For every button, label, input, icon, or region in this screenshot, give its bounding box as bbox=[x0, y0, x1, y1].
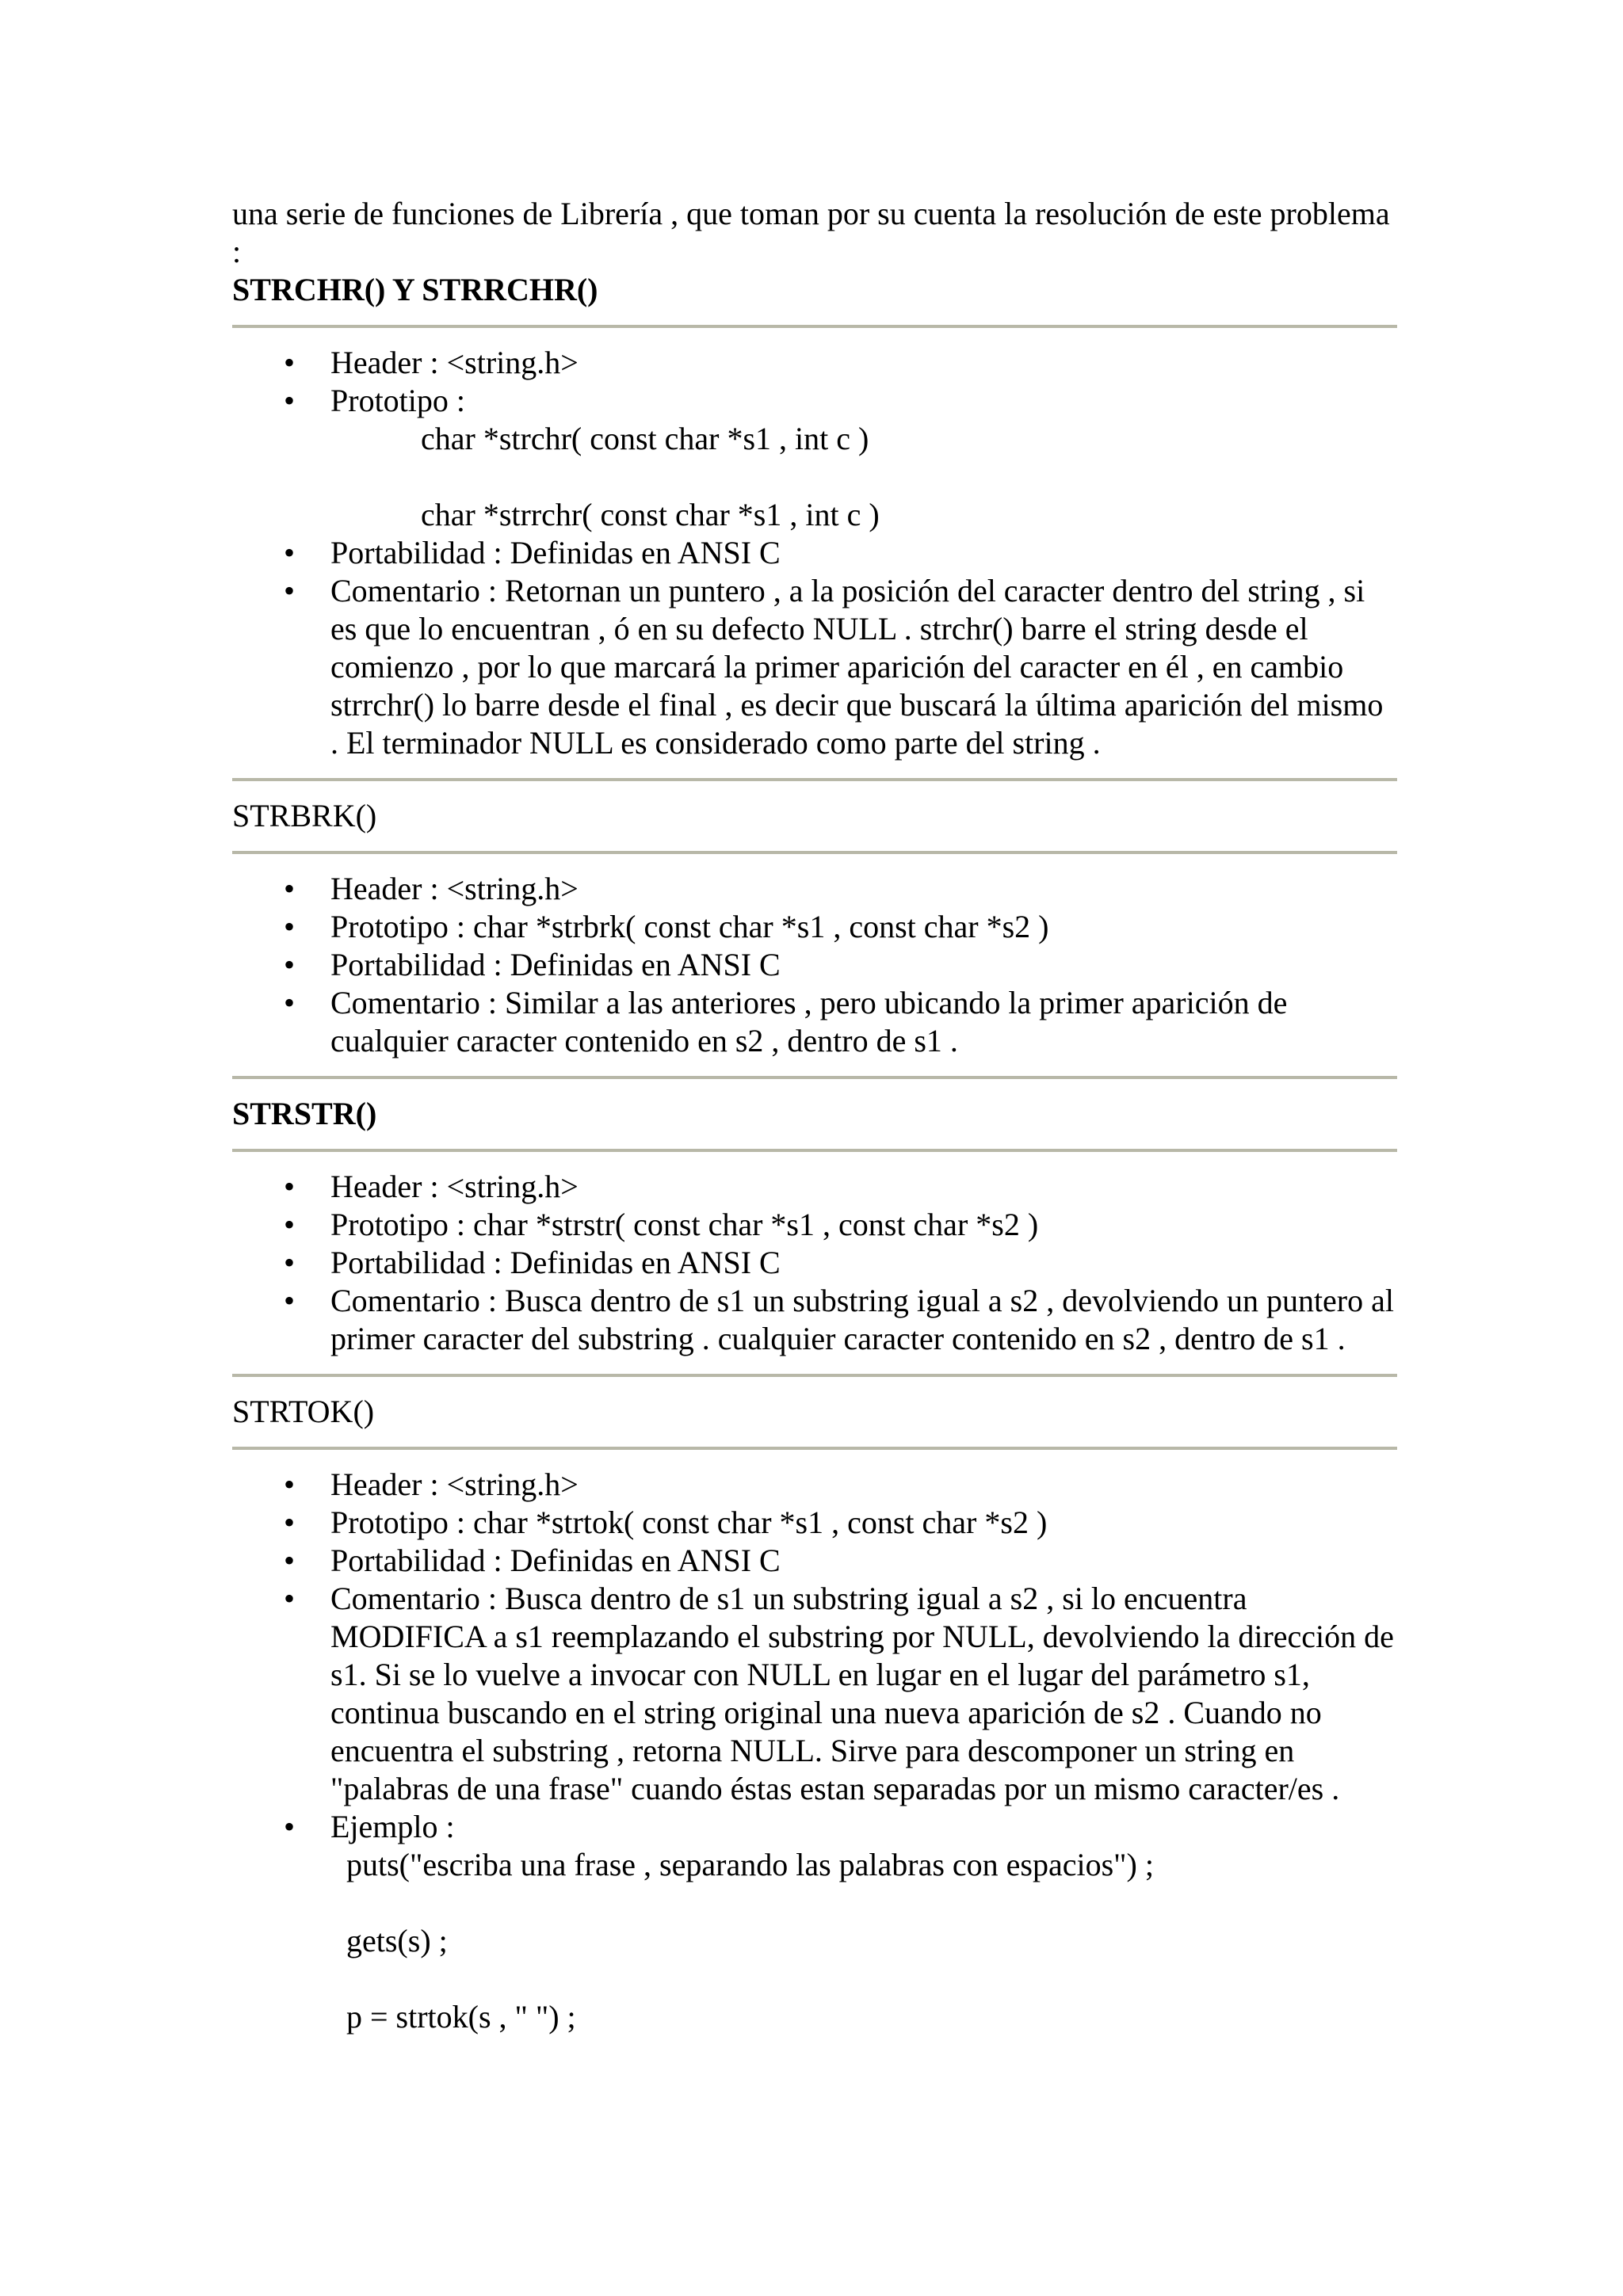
section-title-strbrk: STRBRK() bbox=[232, 798, 377, 833]
bullet-icon: • bbox=[283, 345, 295, 380]
list-item bbox=[283, 1580, 1397, 1808]
section-title-strtok: STRTOK() bbox=[232, 1394, 375, 1429]
prototype-code-strrchr: char *strrchr( const char *s1 , int c ) bbox=[421, 497, 880, 532]
bullet-icon: • bbox=[283, 383, 295, 418]
list-item bbox=[283, 908, 1397, 946]
list-item bbox=[283, 946, 1397, 984]
example-code-line: p = strtok(s , " ") ; bbox=[346, 1999, 576, 2035]
prototype-text: Prototipo : char *strtok( const char *s1 , const char *s2 ) bbox=[330, 1505, 1048, 1540]
prototype-text: Prototipo : char *strbrk( const char *s1 , const char *s2 ) bbox=[330, 909, 1049, 944]
portability-text: Portabilidad : Definidas en ANSI C bbox=[330, 947, 781, 982]
header-text: Header : <string.h> bbox=[330, 1169, 579, 1204]
spacer bbox=[232, 1358, 1397, 1374]
list-item bbox=[283, 1206, 1397, 1244]
bullet-icon: • bbox=[283, 1466, 295, 1502]
spacer bbox=[232, 762, 1397, 778]
spacer bbox=[232, 309, 1397, 325]
list-item bbox=[283, 344, 1397, 382]
bullet-icon: • bbox=[283, 871, 295, 906]
example-code-line: puts("escriba una frase , separando las palabras con espacios") ; bbox=[346, 1847, 1154, 1882]
spacer bbox=[330, 1960, 1397, 1998]
list-item bbox=[283, 572, 1397, 762]
portability-text: Portabilidad : Definidas en ANSI C bbox=[330, 535, 781, 570]
example-code-line: gets(s) ; bbox=[346, 1923, 448, 1958]
prototype-text: Prototipo : char *strstr( const char *s1 , const char *s2 ) bbox=[330, 1207, 1039, 1242]
comment-text: Comentario : Busca dentro de s1 un substring igual a s2 , si lo encuentra MODIFICA a s1 reemplazando el substring por NULL, devolviendo la dirección de s1. Si se lo vuelve a invocar con NULL en lugar en el lugar del parámetro s1, continua buscando en el string original una nueva aparición de s2 . Cuando no encuentra el substring , retorna NULL. Sirve para descomponer un string en "palabras de una frase" cuando éstas estan separadas por un mismo caracter/es . bbox=[330, 1581, 1394, 1806]
intro-paragraph: una serie de funciones de Librería , que toman por su cuenta la resolución de este problema : bbox=[232, 196, 1390, 269]
spacer bbox=[232, 781, 1397, 797]
portability-text: Portabilidad : Definidas en ANSI C bbox=[330, 1245, 781, 1280]
spacer bbox=[232, 835, 1397, 851]
spacer bbox=[232, 1079, 1397, 1095]
list-item bbox=[283, 382, 1397, 534]
comment-text: Comentario : Similar a las anteriores , pero ubicando la primer aparición de cualquier caracter contenido en s2 , dentro de s1 . bbox=[330, 985, 1288, 1058]
prototype-code-strchr: char *strchr( const char *s1 , int c ) bbox=[421, 421, 869, 456]
list-item bbox=[283, 1542, 1397, 1580]
strtok-properties-list bbox=[232, 1466, 1397, 2036]
list-item bbox=[283, 1466, 1397, 1504]
bullet-icon: • bbox=[283, 1283, 295, 1318]
strbrk-properties-list bbox=[232, 870, 1397, 1060]
spacer bbox=[232, 1377, 1397, 1393]
example-label: Ejemplo : bbox=[330, 1809, 455, 1844]
list-item bbox=[283, 534, 1397, 572]
bullet-icon: • bbox=[283, 947, 295, 982]
bullet-icon: • bbox=[283, 1809, 295, 1844]
header-text: Header : <string.h> bbox=[330, 345, 579, 380]
bullet-icon: • bbox=[283, 985, 295, 1020]
strstr-properties-list bbox=[232, 1168, 1397, 1358]
spacer bbox=[232, 854, 1397, 870]
document-content bbox=[232, 195, 1397, 2036]
comment-text: Comentario : Busca dentro de s1 un substring igual a s2 , devolviendo un puntero al primer caracter del substring . cualquier caracter contenido en s2 , dentro de s1 . bbox=[330, 1283, 1394, 1356]
section-title-strchr: STRCHR() Y STRRCHR() bbox=[232, 272, 598, 307]
bullet-icon: • bbox=[283, 1245, 295, 1280]
list-item bbox=[283, 870, 1397, 908]
spacer bbox=[232, 328, 1397, 344]
comment-text: Comentario : Retornan un puntero , a la posición del caracter dentro del string , si es que lo encuentran , ó en su defecto NULL . strchr() barre el string desde el comienzo , por lo que marcará la primer aparición del caracter en él , en cambio strrchr() lo barre desde el final , es decir que buscará la última aparición del mismo . El terminador NULL es considerado como parte del string . bbox=[330, 573, 1384, 761]
bullet-icon: • bbox=[283, 573, 295, 608]
spacer bbox=[330, 458, 1397, 496]
bullet-icon: • bbox=[283, 535, 295, 570]
strchr-properties-list bbox=[232, 344, 1397, 762]
bullet-icon: • bbox=[283, 1169, 295, 1204]
list-item bbox=[283, 1808, 1397, 2036]
list-item bbox=[283, 1504, 1397, 1542]
spacer bbox=[232, 1060, 1397, 1076]
bullet-icon: • bbox=[283, 909, 295, 944]
spacer bbox=[330, 1884, 1397, 1922]
bullet-icon: • bbox=[283, 1207, 295, 1242]
section-title-strstr: STRSTR() bbox=[232, 1096, 377, 1131]
list-item bbox=[283, 984, 1397, 1060]
bullet-icon: • bbox=[283, 1543, 295, 1578]
spacer bbox=[232, 1450, 1397, 1466]
header-text: Header : <string.h> bbox=[330, 871, 579, 906]
spacer bbox=[232, 1431, 1397, 1447]
portability-text: Portabilidad : Definidas en ANSI C bbox=[330, 1543, 781, 1578]
list-item bbox=[283, 1244, 1397, 1282]
spacer bbox=[232, 1133, 1397, 1149]
list-item bbox=[283, 1282, 1397, 1358]
header-text: Header : <string.h> bbox=[330, 1466, 579, 1502]
spacer bbox=[232, 1152, 1397, 1168]
bullet-icon: • bbox=[283, 1581, 295, 1616]
list-item bbox=[283, 1168, 1397, 1206]
prototype-label: Prototipo : bbox=[330, 383, 466, 418]
bullet-icon: • bbox=[283, 1505, 295, 1540]
